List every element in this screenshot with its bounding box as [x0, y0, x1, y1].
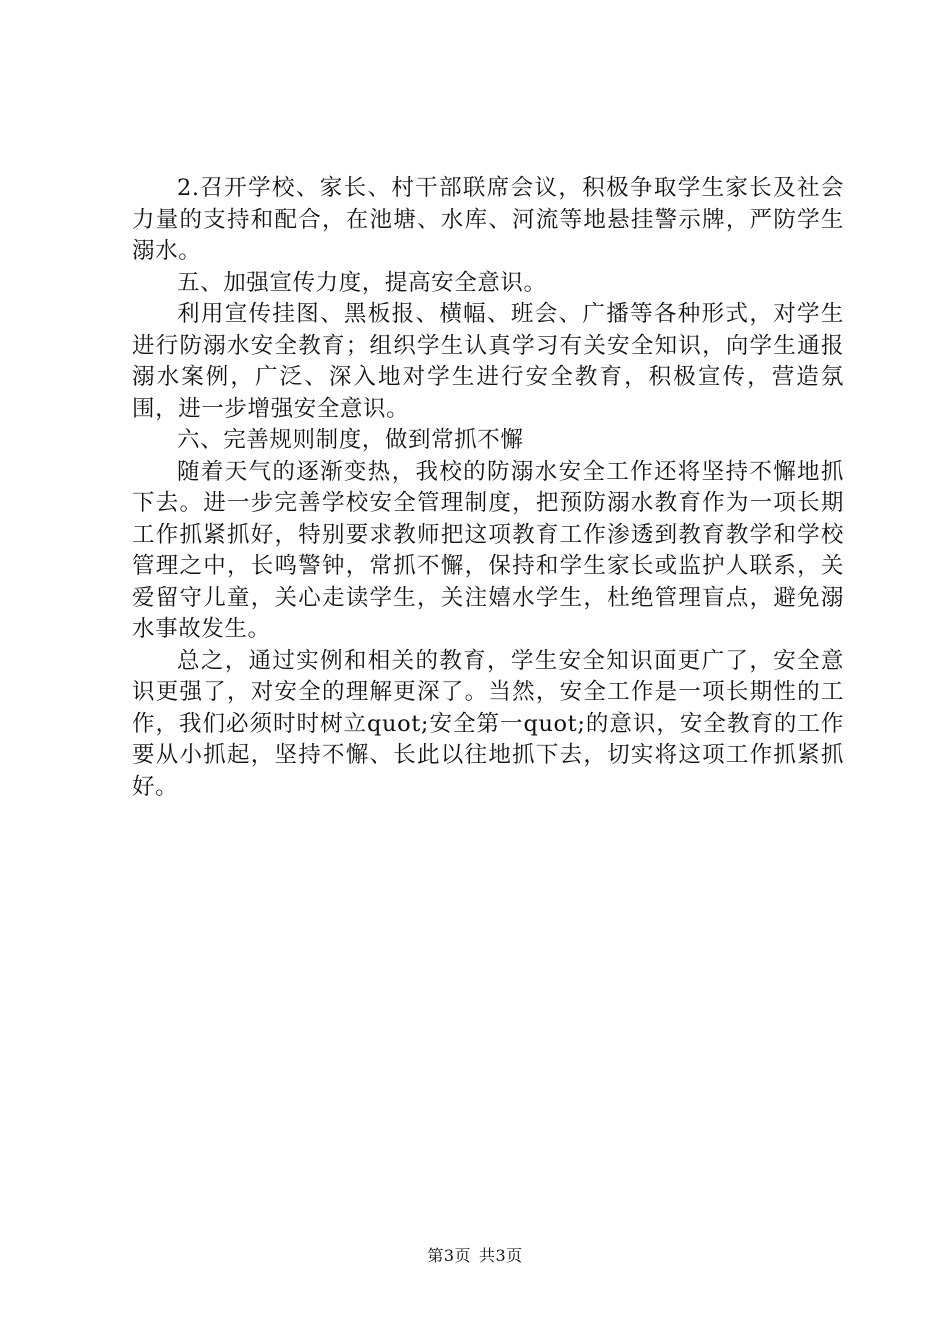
section-heading-six: 六、完善规则制度，做到常抓不懈 [177, 427, 524, 453]
paragraph-rules: 随着天气的逐渐变热，我校的防溺水安全工作还将坚持不懈地抓下去。进一步完善学校安全管理制度，把预防溺水教育作为一项长期工作抓紧抓好，特别要求教师把这项教育工作渗透到教育教学和学校管理之中，长鸣警钟，常抓不懈，保持和学生家长或监护人联系，关爱留守儿童，关心走读学生，关注嬉水学生，杜绝管理盲点，避免溺水事故发生。 [132, 458, 844, 642]
paragraph-publicity: 利用宣传挂图、黑板报、横幅、班会、广播等各种形式，对学生进行防溺水安全教育；组织学生认真学习有关安全知识，向学生通报溺水案例，广泛、深入地对学生进行安全教育，积极宣传，营造氛围，进一步增强安全意识。 [132, 301, 844, 422]
document-body [132, 173, 844, 803]
page-total: 共3页 [479, 1246, 523, 1265]
paragraph-conclusion: 总之，通过实例和相关的教育，学生安全知识面更广了，安全意识更强了，对安全的理解更深了。当然，安全工作是一项长期性的工作，我们必须时时树立quot;安全第一quot;的意识，安全教育的工作要从小抓起，坚持不懈、长此以往地抓下去，切实将这项工作抓紧抓好。 [132, 647, 844, 800]
paragraph-item-2-meeting: 2.召开学校、家长、村干部联席会议，积极争取学生家长及社会力量的支持和配合，在池塘、水库、河流等地悬挂警示牌，严防学生溺水。 [132, 175, 844, 264]
page-number: 第3页 [427, 1246, 471, 1265]
section-heading-five: 五、加强宣传力度，提高安全意识。 [177, 269, 547, 296]
page-footer [0, 1243, 950, 1266]
